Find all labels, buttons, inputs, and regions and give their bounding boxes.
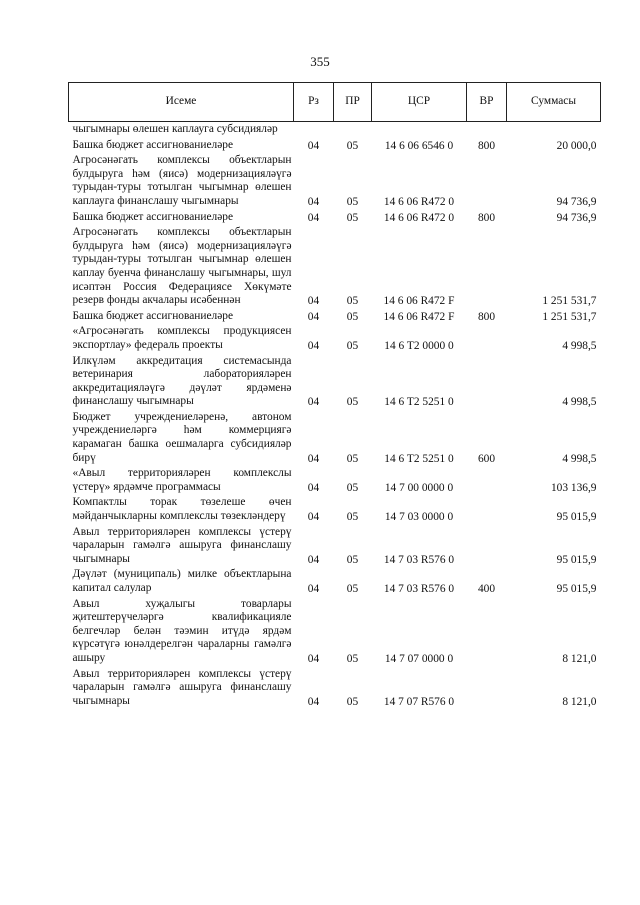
table-row <box>69 309 601 325</box>
cell-name: Компактлы торак төзелеше өчен мәйданчыкларны комплекслы төзекләндерү <box>72 496 292 523</box>
header-csr: ЦСР <box>372 83 467 122</box>
header-vr: ВР <box>467 83 507 122</box>
cell-pr: 05 <box>346 583 359 595</box>
cell-csr: 14 6 T2 5251 0 <box>384 396 454 409</box>
cell-sum: 4 998,5 <box>562 396 597 409</box>
cell-name: «Авыл территорияләрен комплекслы үстерү» ярдәмче программасы <box>72 467 292 493</box>
table-row <box>69 210 601 226</box>
cell-vr <box>467 354 507 410</box>
cell-sum: 20 000,0 <box>556 139 597 152</box>
cell-pr: 05 <box>346 339 359 352</box>
cell-rz: 04 <box>307 310 320 323</box>
cell-pr: 05 <box>346 652 359 665</box>
cell-vr <box>467 122 507 138</box>
cell-sum <box>507 122 601 138</box>
budget-table <box>68 82 601 709</box>
cell-pr: 05 <box>346 511 359 524</box>
cell-name: Бюджет учреждениеләренә, автоном учреждениеләргә һәм коммерциягә карамаган башка оешмаларга субсидияләр бирү <box>72 410 292 464</box>
table-row <box>69 667 601 710</box>
cell-pr: 05 <box>346 295 359 308</box>
cell-csr: 14 6 06 R472 F <box>383 310 455 323</box>
cell-name: Башка бюджет ассигнованиеләре <box>72 210 234 223</box>
cell-csr: 14 6 06 R472 0 <box>383 195 455 208</box>
cell-name: Агросәнәгать комплексы объектларын булдыруга һәм (яисә) модернизацияләүгә турыдан-туры тотылган чыгымнар өлешен каплау буенча финанслашу чыгымнары, шул исәптән Россия Федерациясе Хөкүмәте резерв фонды акчалары исәбеннән <box>72 226 292 307</box>
cell-csr: 14 6 06 R472 F <box>383 295 455 308</box>
cell-name: чыгымнары өлешен каплауга субсидияләр <box>72 123 278 135</box>
header-sum: Суммасы <box>507 83 601 122</box>
cell-csr <box>372 122 467 138</box>
cell-pr <box>334 122 372 138</box>
cell-name: Башка бюджет ассигнованиеләре <box>72 309 234 322</box>
cell-vr <box>467 597 507 667</box>
cell-pr: 05 <box>346 481 359 494</box>
cell-pr: 05 <box>346 139 359 152</box>
cell-rz: 04 <box>307 139 320 152</box>
table-row <box>69 597 601 667</box>
table-header-row <box>69 83 601 122</box>
table-row <box>69 567 601 596</box>
cell-csr: 14 7 03 R576 0 <box>383 583 455 595</box>
cell-pr: 05 <box>346 310 359 323</box>
cell-rz: 04 <box>307 583 320 595</box>
cell-vr <box>467 466 507 495</box>
cell-csr: 14 6 06 R472 0 <box>383 211 455 224</box>
header-name: Исеме <box>69 83 294 122</box>
cell-sum: 95 015,9 <box>556 583 597 595</box>
cell-rz: 04 <box>307 211 320 224</box>
cell-vr <box>467 324 507 353</box>
header-pr: ПР <box>334 83 372 122</box>
cell-rz: 04 <box>307 452 320 465</box>
page-number: 355 <box>310 54 330 69</box>
cell-pr: 05 <box>346 695 359 708</box>
cell-sum: 1 251 531,7 <box>542 310 597 323</box>
cell-rz: 04 <box>307 295 320 308</box>
cell-sum: 4 998,5 <box>562 339 597 352</box>
cell-name: Илкүләм аккредитация системасында ветеринария лабораторияләрен аккредитацияләүгә дәүләт ярдәменә финанслашу чыгымнары <box>72 354 292 408</box>
cell-csr: 14 7 07 0000 0 <box>384 652 454 665</box>
table-row <box>69 525 601 568</box>
cell-sum: 4 998,5 <box>562 452 597 465</box>
table-row <box>69 225 601 309</box>
cell-vr: 800 <box>477 211 496 224</box>
cell-rz: 04 <box>307 652 320 665</box>
table-row <box>69 495 601 524</box>
table-body <box>69 122 601 710</box>
table-row <box>69 354 601 410</box>
cell-csr: 14 6 T2 5251 0 <box>384 452 454 465</box>
cell-rz: 04 <box>307 695 320 708</box>
cell-csr: 14 7 03 0000 0 <box>384 511 454 524</box>
table-row <box>69 324 601 353</box>
cell-vr <box>467 153 507 209</box>
cell-sum: 1 251 531,7 <box>542 295 597 308</box>
cell-rz: 04 <box>307 195 320 208</box>
cell-pr: 05 <box>346 396 359 409</box>
cell-csr: 14 6 06 6546 0 <box>384 139 454 152</box>
cell-csr: 14 7 03 R576 0 <box>383 553 455 566</box>
cell-pr: 05 <box>346 553 359 566</box>
cell-vr <box>467 667 507 710</box>
cell-name: Авыл территорияләрен комплексы үстерү чараларын гамәлгә ашыруга финанслашу чыгымнары <box>72 525 292 565</box>
cell-rz: 04 <box>307 511 320 524</box>
cell-sum: 94 736,9 <box>556 195 597 208</box>
cell-rz: 04 <box>307 339 320 352</box>
cell-vr: 600 <box>477 452 496 465</box>
cell-csr: 14 6 T2 0000 0 <box>384 339 454 352</box>
cell-sum: 95 015,9 <box>556 511 597 524</box>
cell-pr: 05 <box>346 211 359 224</box>
cell-vr <box>467 495 507 524</box>
cell-sum: 95 015,9 <box>556 553 597 566</box>
cell-sum: 8 121,0 <box>562 695 597 708</box>
cell-sum: 94 736,9 <box>556 211 597 224</box>
table-row <box>69 153 601 209</box>
cell-pr: 05 <box>346 452 359 465</box>
cell-name: Агросәнәгать комплексы объектларын булдыруга һәм (яисә) модернизацияләүгә турыдан-туры тотылган чыгымнар өлешен каплауга финанслашу чыгымнары <box>72 154 292 207</box>
cell-name: Авыл хуҗалыгы товарлары җитештерүчеләргә квалификацияле белгечләр белән тәэмин итүдә ярдәм күрсәтүгә юнәлдерелгән чараларны гамәлгә ашыру <box>72 597 292 664</box>
table-row <box>69 138 601 154</box>
cell-rz <box>294 122 334 138</box>
cell-rz: 04 <box>307 481 320 494</box>
table-row <box>69 122 601 138</box>
cell-csr: 14 7 00 0000 0 <box>384 481 454 494</box>
cell-name: «Агросәнәгать комплексы продукциясен экспортлау» федераль проекты <box>72 325 292 351</box>
cell-vr: 400 <box>477 583 496 595</box>
cell-sum: 8 121,0 <box>562 652 597 665</box>
table-row <box>69 466 601 495</box>
cell-rz: 04 <box>307 553 320 566</box>
cell-csr: 14 7 07 R576 0 <box>383 695 455 708</box>
cell-vr: 800 <box>477 310 496 323</box>
cell-vr <box>467 225 507 309</box>
table-row <box>69 410 601 466</box>
cell-vr <box>467 525 507 568</box>
cell-name: Башка бюджет ассигнованиеләре <box>72 138 234 151</box>
cell-pr: 05 <box>346 195 359 208</box>
cell-name: Авыл территорияләрен комплексы үстерү чараларын гамәлгә ашыруга финанслашу чыгымнары <box>72 667 292 707</box>
cell-rz: 04 <box>307 396 320 409</box>
header-rz: Рз <box>294 83 334 122</box>
cell-vr: 800 <box>477 139 496 152</box>
cell-sum: 103 136,9 <box>550 481 597 494</box>
cell-name: Дәүләт (муниципаль) милке объектларына капитал салулар <box>72 568 292 594</box>
